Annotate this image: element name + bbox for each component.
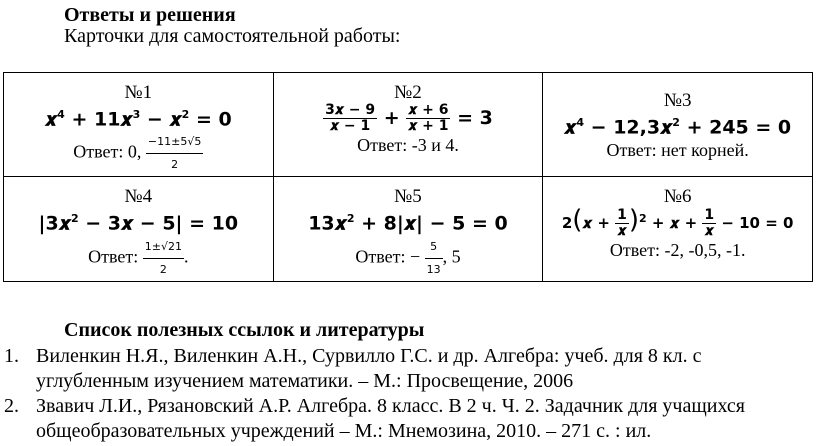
card-answer: Ответ: нет корней.: [606, 140, 749, 161]
card-equation: 𝒙$^4$ − 12,3𝒙$^2$ + 245 = 0: [564, 116, 792, 139]
card-4: [4, 177, 274, 281]
card-3: [543, 73, 813, 177]
card-number: №1: [124, 82, 153, 103]
card-equation: 13𝒙$^2$ + 8|𝒙| − 5 = 0: [308, 212, 508, 235]
card-number: №2: [394, 82, 422, 103]
card-5: [273, 177, 543, 281]
cards-table: [3, 72, 813, 282]
reference-item: 1. Виленкин Н.Я., Виленкин А.Н., Сурвилло Г.С. и др. Алгебра: учеб. для 8 кл. с углубленным изучением математики. – М.: Просвещение, 2006: [4, 345, 702, 392]
card-number: №5: [394, 186, 422, 208]
card-equation: 𝒙$^4$ + 11𝒙$^3$ − 𝒙$^2$ = 0: [44, 108, 232, 131]
reference-item: 2. Звавич Л.И., Рязановский А.Р. Алгебра. 8 класс. В 2 ч. Ч. 2. Задачник для учащихся общеобразовательных учреждений – М.: Мнемозина, 2010. – 271 с. : ил.: [4, 395, 745, 442]
references-list: [0, 344, 816, 444]
card-6: [543, 177, 813, 281]
references-title: Список полезных ссылок и литературы: [64, 319, 425, 341]
card-equation: |3𝒙$^2$ − 3𝒙 − 5| = 10: [38, 212, 239, 235]
card-number: №6: [663, 186, 692, 208]
card-equation: $\frac{\text{3𝒙 − 9}}{\text{𝒙 − 1}}$ + $\frac{\text{𝒙 + 6}}{\text{𝒙 + 1}}$ = 3: [325, 102, 493, 134]
card-number: №3: [663, 90, 692, 111]
answer-fraction: $\frac{1\pm√21}{2}$: [143, 236, 184, 281]
answer-fraction: $\frac{-11\pm 5√5}{2}$: [146, 131, 203, 176]
page-subtitle: Карточки для самостоятельной работы:: [64, 25, 401, 47]
page-title: Ответы и решения: [64, 4, 236, 26]
card-equation: 2(𝒙 + $\frac{1}{\text{𝒙}}$ )$^2$ + 𝒙 + $\frac{1}{\text{𝒙}}$ − 10 = 0: [561, 205, 794, 240]
card-1: [4, 73, 274, 177]
card-answer: Ответ: $\frac{1\pm√21}{2}$ .: [4, 236, 273, 281]
card-2: [273, 73, 543, 177]
card-answer: Ответ: − $\frac{5}{13}$ , 5: [274, 236, 543, 281]
card-number: №4: [124, 186, 153, 208]
card-answer: Ответ: -3 и 4.: [357, 135, 459, 155]
answer-fraction: $\frac{5}{13}$: [425, 236, 443, 281]
card-answer: Ответ: 0, $\frac{-11\pm 5√5}{2}$: [4, 131, 273, 176]
card-answer: Ответ: -2, -0,5, -1.: [609, 240, 746, 261]
